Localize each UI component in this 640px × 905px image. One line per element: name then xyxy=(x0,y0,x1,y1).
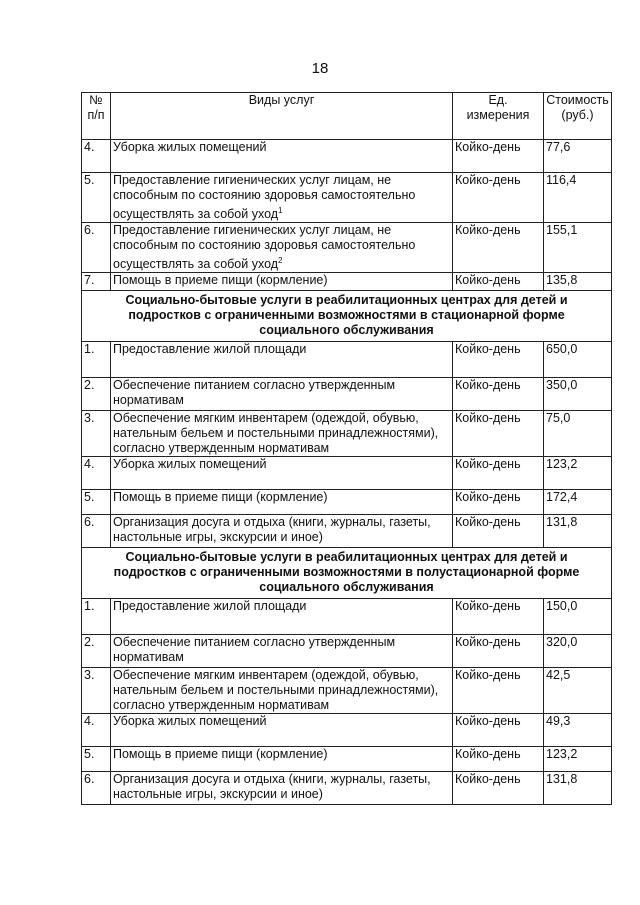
service-cost: 123,2 xyxy=(544,457,612,490)
service-name: Обеспечение питанием согласно утвержденным нормативам xyxy=(113,378,396,408)
header-cost xyxy=(544,93,612,140)
unit-of-measure: Койко-день xyxy=(453,599,544,635)
unit-of-measure: Койко-день xyxy=(453,342,544,378)
table-row xyxy=(82,457,612,490)
service-cost: 650,0 xyxy=(544,342,612,378)
row-number: 2. xyxy=(82,378,111,411)
service-cost: 135,8 xyxy=(544,273,612,291)
row-number: 4. xyxy=(82,457,111,490)
header-unit xyxy=(453,93,544,140)
unit-of-measure: Койко-день xyxy=(453,490,544,515)
unit-of-measure: Койко-день xyxy=(453,668,544,714)
service-cost: 77,6 xyxy=(544,140,612,173)
service-name-cell xyxy=(111,714,453,747)
footnote-mark: 2 xyxy=(278,256,283,266)
service-name: Обеспечение питанием согласно утвержденным нормативам xyxy=(113,635,396,665)
table-row xyxy=(82,668,612,714)
service-name-cell xyxy=(111,273,453,291)
service-name-cell xyxy=(111,772,453,805)
unit-of-measure: Койко-день xyxy=(453,747,544,772)
row-number: 5. xyxy=(82,173,111,223)
services-tariff-table xyxy=(81,92,612,805)
service-cost: 116,4 xyxy=(544,173,612,223)
table-row xyxy=(82,140,612,173)
service-cost: 49,3 xyxy=(544,714,612,747)
service-name: Уборка жилых помещений xyxy=(113,714,267,729)
row-number: 6. xyxy=(82,223,111,273)
table-row xyxy=(82,411,612,457)
service-name-cell xyxy=(111,490,453,515)
service-name-cell xyxy=(111,140,453,173)
header-num-line-1: № xyxy=(89,93,103,107)
service-cost: 131,8 xyxy=(544,515,612,548)
service-name: Организация досуга и отдыха (книги, журналы, газеты, настольные игры, экскурсии и иное) xyxy=(113,772,431,802)
table-row xyxy=(82,515,612,548)
footnote-mark: 1 xyxy=(278,206,283,215)
service-name: Помощь в приеме пищи (кормление) xyxy=(113,490,328,505)
header-unit-line-2: измерения xyxy=(466,108,530,122)
header-cost-line-1: Стоимость xyxy=(546,93,609,107)
service-name-cell xyxy=(111,747,453,772)
service-cost: 150,0 xyxy=(544,599,612,635)
service-name-cell xyxy=(111,457,453,490)
table-row xyxy=(82,378,612,411)
service-name: Уборка жилых помещений xyxy=(113,457,267,472)
row-number: 7. xyxy=(82,273,111,291)
service-name: Обеспечение мягким инвентарем (одеждой, обувью, нательным бельем и постельными принадлежностями), согласно утвержденным нормативам xyxy=(113,411,439,456)
service-cost: 350,0 xyxy=(544,378,612,411)
row-number: 1. xyxy=(82,342,111,378)
service-cost: 131,8 xyxy=(544,772,612,805)
unit-of-measure: Койко-день xyxy=(453,714,544,747)
table-row xyxy=(82,490,612,515)
unit-of-measure: Койко-день xyxy=(453,273,544,291)
service-name: Организация досуга и отдыха (книги, журналы, газеты, настольные игры, экскурсии и иное) xyxy=(113,515,431,545)
service-cost: 123,2 xyxy=(544,747,612,772)
table-row xyxy=(82,599,612,635)
unit-of-measure: Койко-день xyxy=(453,411,544,457)
row-number: 3. xyxy=(82,411,111,457)
service-name-cell xyxy=(111,411,453,457)
service-cost: 42,5 xyxy=(544,668,612,714)
row-number: 5. xyxy=(82,490,111,515)
unit-of-measure: Койко-день xyxy=(453,635,544,668)
row-number: 2. xyxy=(82,635,111,668)
section-heading-row xyxy=(82,291,612,342)
service-name: Помощь в приеме пищи (кормление) xyxy=(113,273,328,288)
table-row xyxy=(82,635,612,668)
unit-of-measure: Койко-день xyxy=(453,173,544,223)
section-heading: Социально-бытовые услуги в реабилитационных центрах для детей и подростков с ограниченными возможностями в полустационарной форме социального обслуживания xyxy=(82,548,612,599)
unit-of-measure: Койко-день xyxy=(453,378,544,411)
header-unit-line-1: Ед. xyxy=(488,93,508,107)
table-row xyxy=(82,342,612,378)
header-num xyxy=(82,93,111,140)
service-name-cell xyxy=(111,515,453,548)
service-name: Предоставление гигиенических услуг лицам, не способным по состоянию здоровья самостоятельно осуществлять за собой уход xyxy=(113,223,416,272)
header-cost-line-2: (руб.) xyxy=(561,108,594,122)
table-row xyxy=(82,173,612,223)
service-name: Предоставление жилой площади xyxy=(113,599,307,614)
service-name: Помощь в приеме пищи (кормление) xyxy=(113,747,328,762)
unit-of-measure: Койко-день xyxy=(453,515,544,548)
header-service-type: Виды услуг xyxy=(111,93,453,140)
service-cost: 320,0 xyxy=(544,635,612,668)
table-row xyxy=(82,747,612,772)
table-row xyxy=(82,273,612,291)
table-row xyxy=(82,772,612,805)
service-name-cell xyxy=(111,599,453,635)
table-header-row xyxy=(82,93,612,140)
unit-of-measure: Койко-день xyxy=(453,223,544,273)
row-number: 6. xyxy=(82,515,111,548)
service-name-cell xyxy=(111,342,453,378)
service-cost: 75,0 xyxy=(544,411,612,457)
row-number: 1. xyxy=(82,599,111,635)
row-number: 3. xyxy=(82,668,111,714)
service-name: Предоставление гигиенических услуг лицам, не способным по состоянию здоровья самостоятельно осуществлять за собой уход xyxy=(113,173,416,222)
service-name-cell xyxy=(111,378,453,411)
service-cost: 172,4 xyxy=(544,490,612,515)
row-number: 4. xyxy=(82,714,111,747)
service-name-cell xyxy=(111,668,453,714)
service-name: Уборка жилых помещений xyxy=(113,140,267,154)
section-heading-row xyxy=(82,548,612,599)
section-heading: Социально-бытовые услуги в реабилитационных центрах для детей и подростков с ограниченными возможностями в стационарной форме социального обслуживания xyxy=(82,291,612,342)
service-name-cell xyxy=(111,173,453,223)
unit-of-measure: Койко-день xyxy=(453,772,544,805)
table-row xyxy=(82,714,612,747)
unit-of-measure: Койко-день xyxy=(453,140,544,173)
table-row xyxy=(82,223,612,273)
service-name: Обеспечение мягким инвентарем (одеждой, обувью, нательным бельем и постельными принадлежностями), согласно утвержденным нормативам xyxy=(113,668,439,713)
header-num-line-2: п/п xyxy=(87,108,105,122)
row-number: 5. xyxy=(82,747,111,772)
row-number: 6. xyxy=(82,772,111,805)
service-name-cell xyxy=(111,223,453,273)
service-name: Предоставление жилой площади xyxy=(113,342,307,357)
row-number: 4. xyxy=(82,140,111,173)
table-body xyxy=(82,140,612,805)
service-cost: 155,1 xyxy=(544,223,612,273)
page-number: 18 xyxy=(311,60,329,77)
service-name-cell xyxy=(111,635,453,668)
unit-of-measure: Койко-день xyxy=(453,457,544,490)
